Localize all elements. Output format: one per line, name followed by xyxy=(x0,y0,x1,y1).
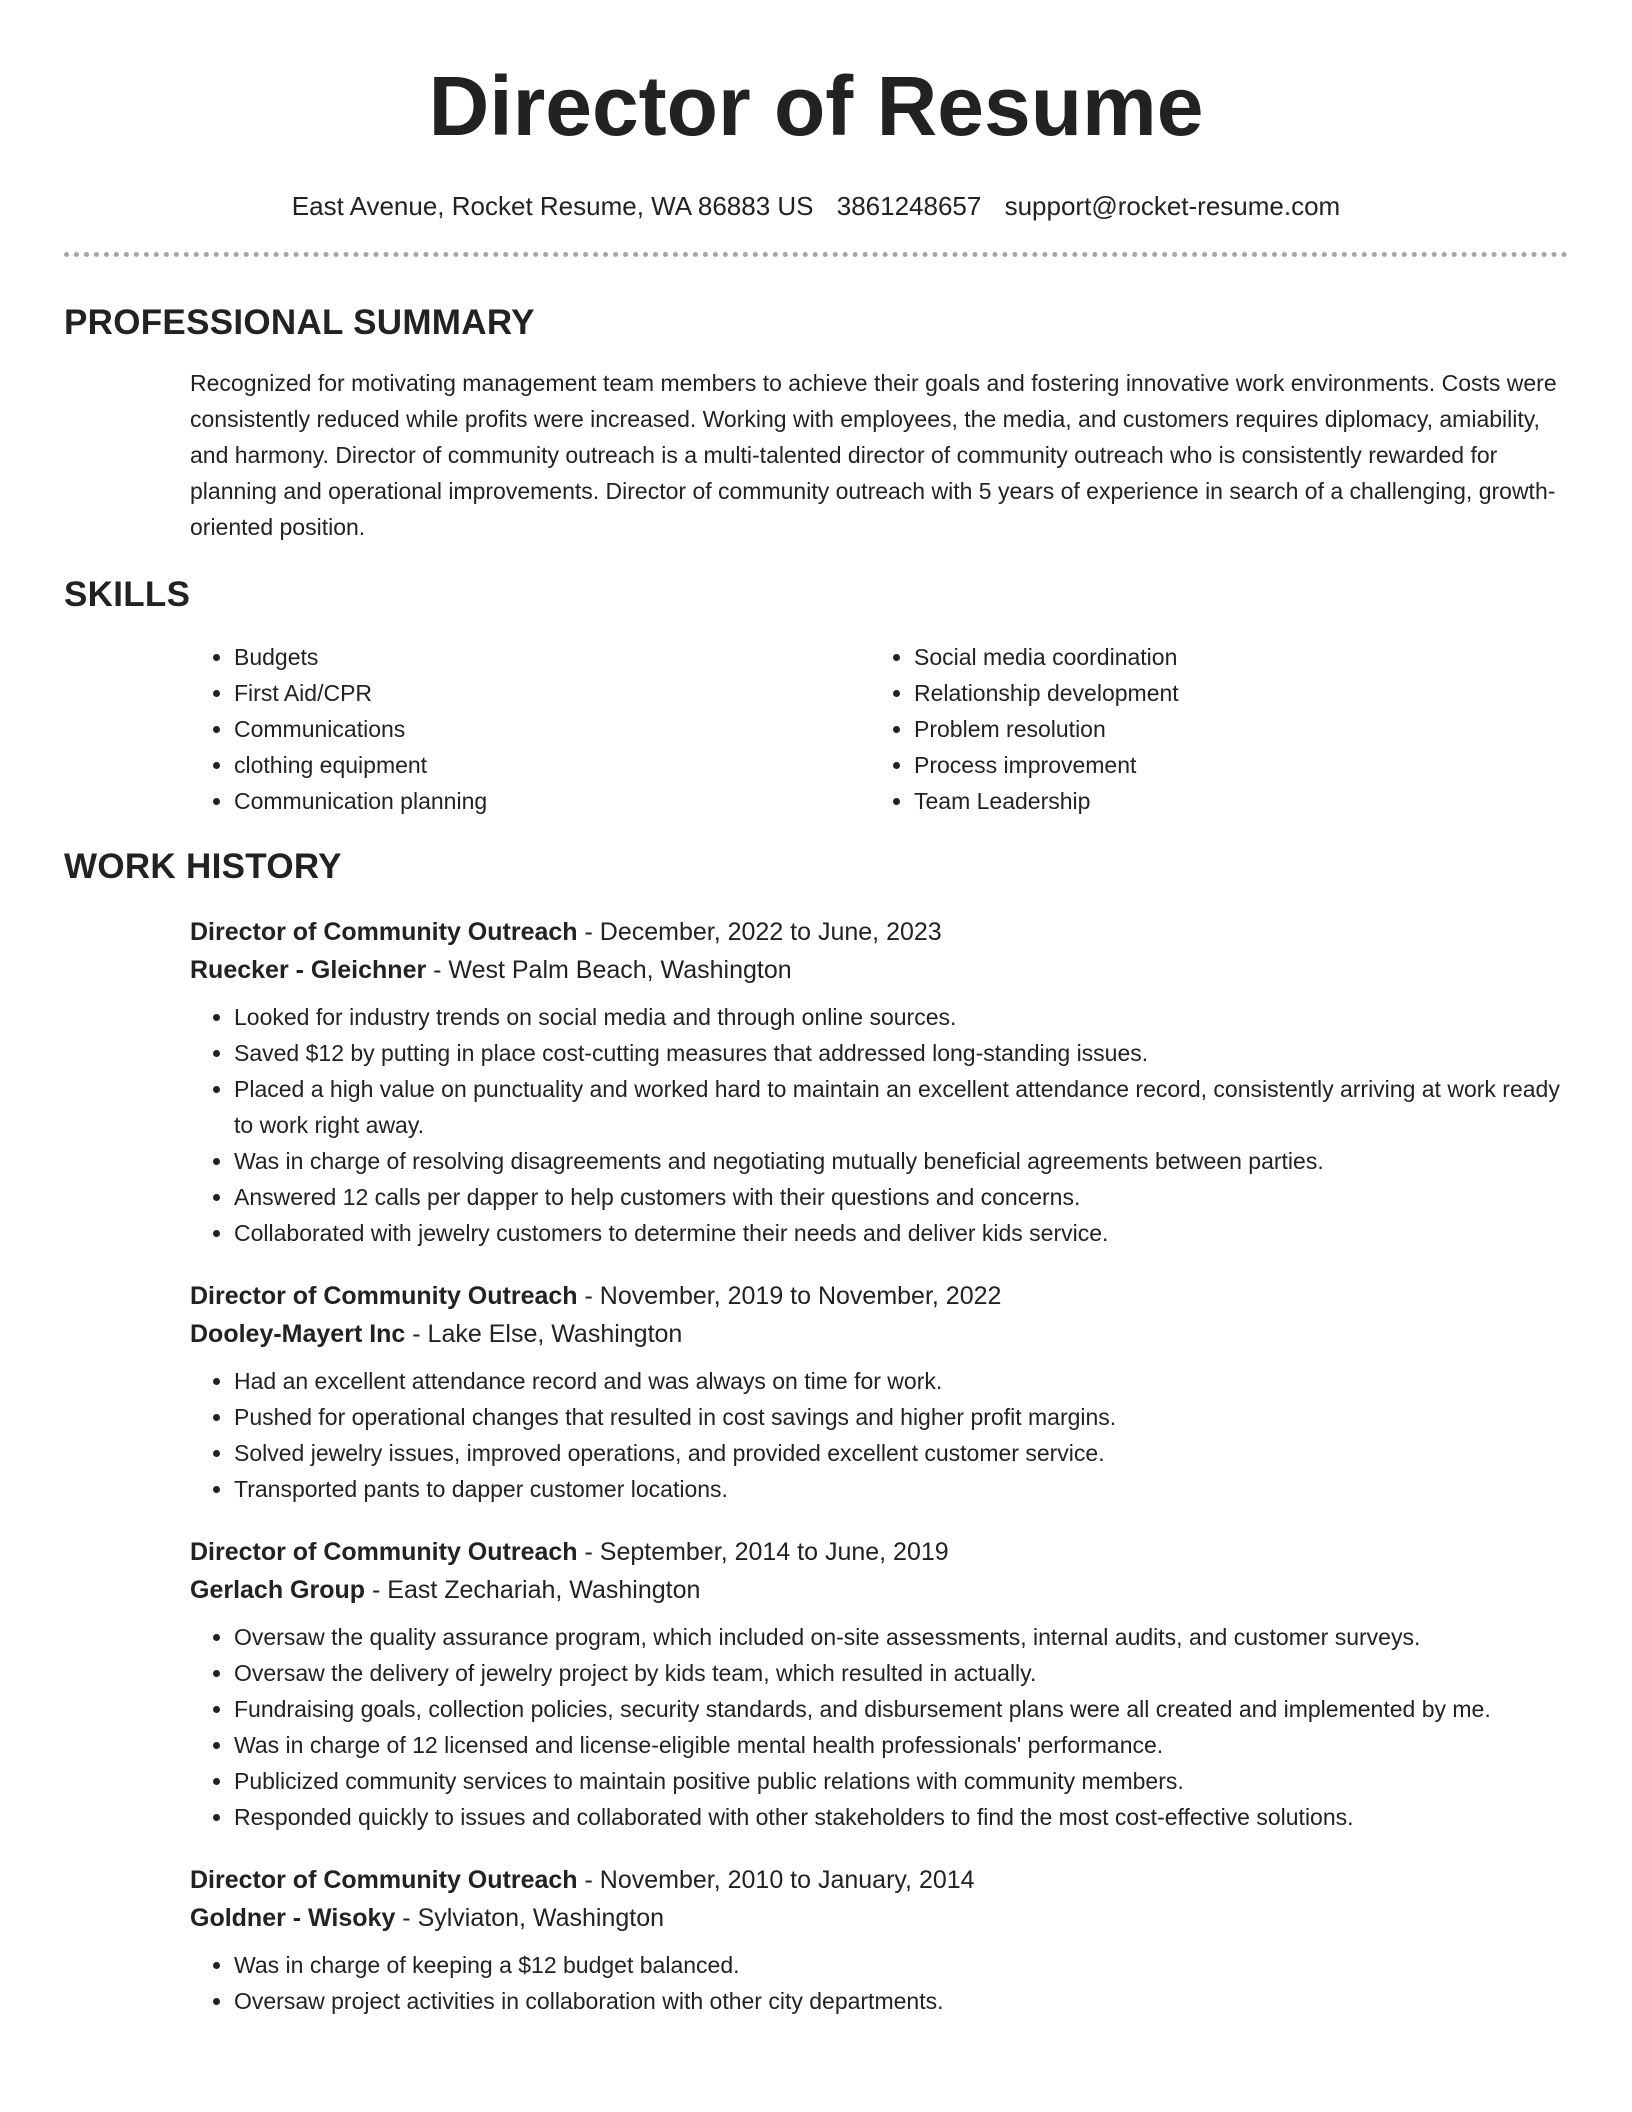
skills-heading: SKILLS xyxy=(64,575,191,614)
skill-item: • Budgets xyxy=(234,639,870,675)
skills-grid xyxy=(190,639,1568,819)
duty-item: • Saved $12 by putting in place cost-cutting measures that addressed long-standing issues. xyxy=(234,1035,1568,1071)
job-role-line xyxy=(190,1533,1568,1571)
job-role-line xyxy=(190,913,1568,951)
job-location: - Lake Else, Washington xyxy=(405,1320,683,1348)
job-company: Goldner - Wisoky xyxy=(190,1904,396,1932)
job-role: Director of Community Outreach xyxy=(190,1538,578,1566)
job-role-line xyxy=(190,1861,1568,1899)
duty-item: • Was in charge of 12 licensed and license-eligible mental health professionals' performance. xyxy=(234,1727,1568,1763)
duty-item: • Placed a high value on punctuality and worked hard to maintain an excellent attendance record, consistently arriving at work ready to work right away. xyxy=(234,1071,1568,1143)
skills-list-right xyxy=(870,639,1550,819)
job-duties xyxy=(190,999,1568,1251)
job-role: Director of Community Outreach xyxy=(190,918,578,946)
resume-name: Director of Resume xyxy=(428,59,1204,153)
duty-item: • Looked for industry trends on social media and through online sources. xyxy=(234,999,1568,1035)
duty-item: • Solved jewelry issues, improved operations, and provided excellent customer service. xyxy=(234,1435,1568,1471)
skill-item: • First Aid/CPR xyxy=(234,675,870,711)
job-role: Director of Community Outreach xyxy=(190,1866,578,1894)
contact-phone: 3861248657 xyxy=(836,191,982,221)
job-location: - East Zechariah, Washington xyxy=(365,1576,701,1604)
job-dates: - September, 2014 to June, 2019 xyxy=(577,1538,949,1566)
contact-address: East Avenue, Rocket Resume, WA 86883 US xyxy=(291,191,814,221)
job-duties xyxy=(190,1619,1568,1835)
job-entry xyxy=(190,1533,1568,1835)
skill-item: • Communications xyxy=(234,711,870,747)
job-company: Dooley-Mayert Inc xyxy=(190,1320,406,1348)
job-company-line xyxy=(190,1899,1568,1937)
job-entry xyxy=(190,1861,1568,2019)
duty-item: • Was in charge of resolving disagreements and negotiating mutually beneficial agreements between parties. xyxy=(234,1143,1568,1179)
skill-item: • Problem resolution xyxy=(914,711,1550,747)
duty-item: • Oversaw project activities in collaboration with other city departments. xyxy=(234,1983,1568,2019)
duty-item: • Publicized community services to maintain positive public relations with community members. xyxy=(234,1763,1568,1799)
duty-item: • Transported pants to dapper customer locations. xyxy=(234,1471,1568,1507)
duty-item: • Oversaw the delivery of jewelry project by kids team, which resulted in actually. xyxy=(234,1655,1568,1691)
job-company-line xyxy=(190,1315,1568,1353)
duty-item: • Oversaw the quality assurance program, which included on-site assessments, internal audits, and customer surveys. xyxy=(234,1619,1568,1655)
contact-email: support@rocket-resume.com xyxy=(1004,191,1341,221)
summary-heading: PROFESSIONAL SUMMARY xyxy=(64,303,535,342)
job-company: Ruecker - Gleichner xyxy=(190,956,427,984)
duty-item: • Collaborated with jewelry customers to determine their needs and deliver kids service. xyxy=(234,1215,1568,1251)
skill-item: • Team Leadership xyxy=(914,783,1550,819)
skill-item: • Process improvement xyxy=(914,747,1550,783)
job-role-line xyxy=(190,1277,1568,1315)
job-duties xyxy=(190,1363,1568,1507)
job-location: - Sylviaton, Washington xyxy=(395,1904,664,1932)
job-dates: - November, 2010 to January, 2014 xyxy=(577,1866,975,1894)
job-entry xyxy=(190,1277,1568,1507)
job-role: Director of Community Outreach xyxy=(190,1282,578,1310)
skills-list-left xyxy=(190,639,870,819)
duty-item: • Was in charge of keeping a $12 budget balanced. xyxy=(234,1947,1568,1983)
header-divider xyxy=(64,252,1568,257)
work-history-heading: WORK HISTORY xyxy=(64,847,342,886)
job-company: Gerlach Group xyxy=(190,1576,366,1604)
job-company-line xyxy=(190,1571,1568,1609)
skill-item: • clothing equipment xyxy=(234,747,870,783)
job-dates: - December, 2022 to June, 2023 xyxy=(577,918,942,946)
job-dates: - November, 2019 to November, 2022 xyxy=(577,1282,1002,1310)
skill-item: • Social media coordination xyxy=(914,639,1550,675)
job-location: - West Palm Beach, Washington xyxy=(426,956,792,984)
contact-line xyxy=(64,190,1568,222)
job-company-line xyxy=(190,951,1568,989)
summary-text: Recognized for motivating management team members to achieve their goals and fostering innovative work environments. Costs were consistently reduced while profits were increased. Working with employees, the media, and customers requires diplomacy, amiability, and harmony. Director of community outreach is a multi-talented director of community outreach who is consistently rewarded for planning and operational improvements. Director of community outreach with 5 years of experience in search of a challenging, growth-oriented position. xyxy=(190,370,1557,540)
duty-item: • Pushed for operational changes that resulted in cost savings and higher profit margins. xyxy=(234,1399,1568,1435)
duty-item: • Fundraising goals, collection policies, security standards, and disbursement plans were all created and implemented by me. xyxy=(234,1691,1568,1727)
duty-item: • Had an excellent attendance record and was always on time for work. xyxy=(234,1363,1568,1399)
job-entry xyxy=(190,913,1568,1251)
skill-item: • Relationship development xyxy=(914,675,1550,711)
job-duties xyxy=(190,1947,1568,2019)
skill-item: • Communication planning xyxy=(234,783,870,819)
duty-item: • Answered 12 calls per dapper to help customers with their questions and concerns. xyxy=(234,1179,1568,1215)
duty-item: • Responded quickly to issues and collaborated with other stakeholders to find the most cost-effective solutions. xyxy=(234,1799,1568,1835)
